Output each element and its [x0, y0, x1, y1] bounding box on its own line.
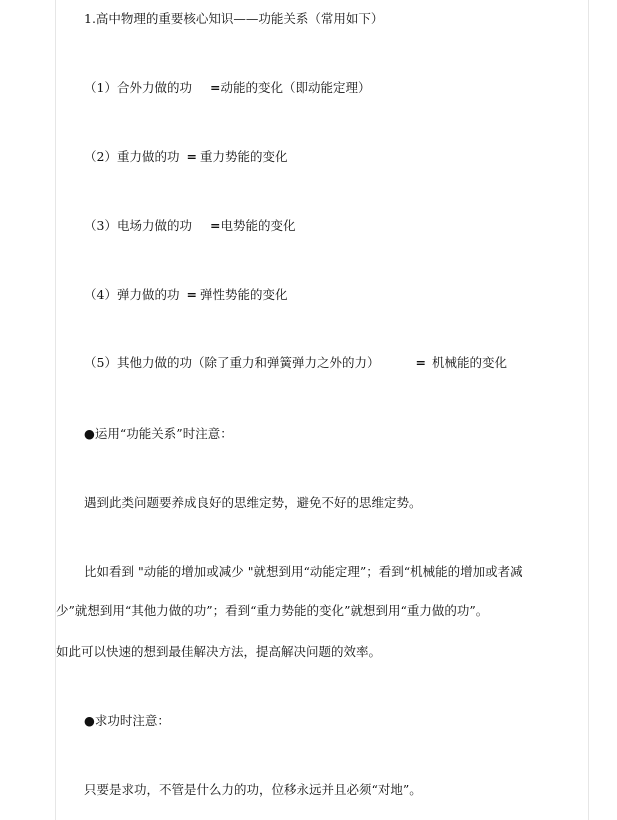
item-3 [84, 218, 295, 234]
item-4-right: 弹性势能的变化 [199, 287, 288, 302]
note-functional-relation-heading: ●运用“功能关系”时注意： [84, 426, 233, 441]
note-work-paragraph: 只要是求功，不管是什么力的功，位移永远并且必须“对地”。 [84, 782, 422, 797]
item-2-right: 重力势能的变化 [199, 149, 288, 164]
note-paragraph-1: 遇到此类问题要养成良好的思维定势，避免不好的思维定势。 [84, 495, 422, 510]
item-3-equals: = [209, 218, 221, 233]
item-4 [84, 287, 287, 303]
item-5-right: 机械能的变化 [431, 355, 507, 370]
note-paragraph-2-line-2: 少”就想到用“其他力做的功”；看到“重力势能的变化”就想到用“重力做的功”。 [56, 603, 489, 618]
item-1 [84, 80, 370, 96]
item-4-left: （4）弹力做的功 [84, 287, 180, 302]
item-3-left: （3）电场力做的功 [84, 218, 192, 233]
item-2-left: （2）重力做的功 [84, 149, 180, 164]
item-5-equals: = [415, 355, 426, 370]
item-3-right: 电势能的变化 [220, 218, 296, 233]
item-4-equals: = [186, 287, 197, 302]
section-title: 1.高中物理的重要核心知识——功能关系（常用如下） [84, 11, 384, 26]
item-1-equals: = [209, 80, 221, 95]
item-5-left: （5）其他力做的功（除了重力和弹簧弹力之外的力） [84, 355, 380, 370]
left-margin-line [55, 0, 56, 820]
note-work-heading: ●求功时注意： [84, 713, 170, 728]
item-2-equals: = [186, 149, 197, 164]
item-2 [84, 149, 287, 165]
note-paragraph-2-line-1: 比如看到 "动能的增加或减少 "就想到用“动能定理”；看到“机械能的增加或者减 [84, 564, 523, 579]
right-margin-line [588, 0, 589, 820]
note-paragraph-3: 如此可以快速的想到最佳解决方法，提高解决问题的效率。 [56, 644, 382, 659]
item-1-left: （1）合外力做的功 [84, 80, 192, 95]
item-1-right: 动能的变化（即动能定理） [220, 80, 371, 95]
item-5 [84, 355, 507, 371]
